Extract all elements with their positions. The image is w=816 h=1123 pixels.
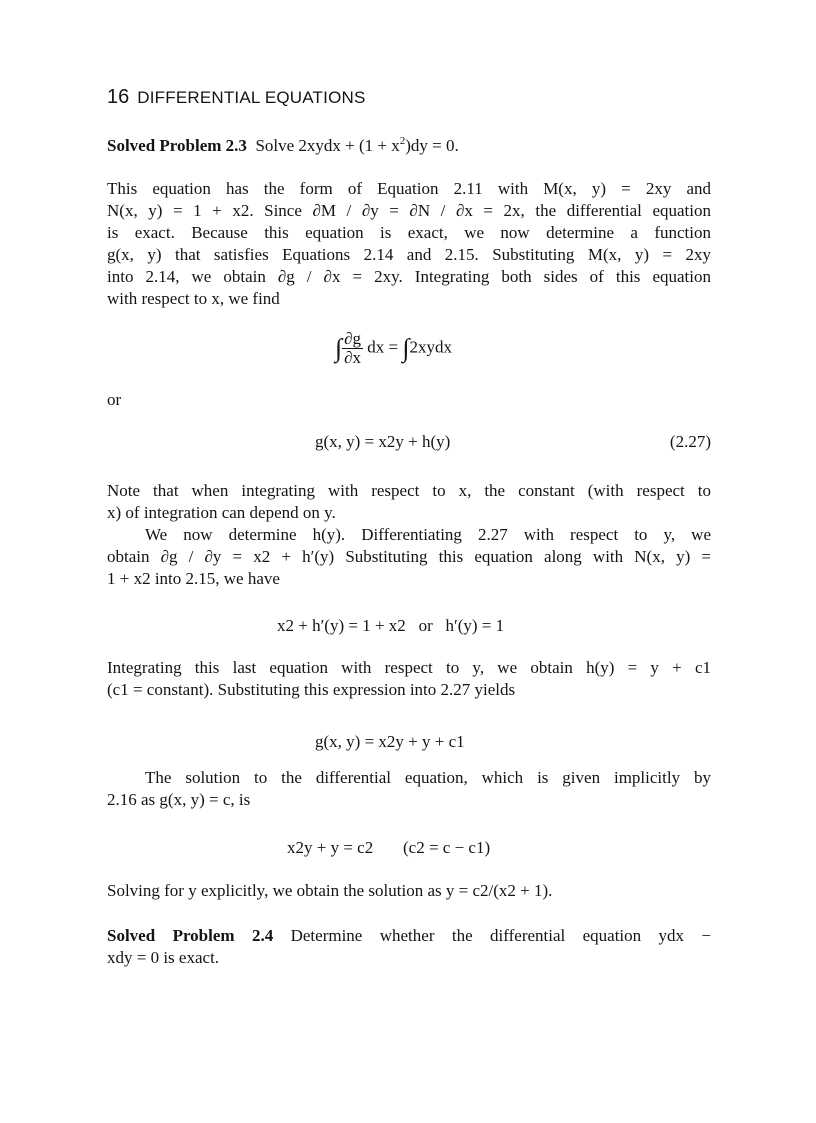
para1-line: g(x, y) that satisfies Equations 2.14 and 2.15. Substituting M(x, y) = 2xy — [107, 245, 711, 264]
equation-h-prime: x2 + h′(y) = 1 + x2 or h′(y) = 1 — [277, 616, 505, 635]
or-text: or — [107, 390, 122, 409]
problem-2-4-label: Solved Problem 2.4 — [107, 926, 274, 945]
equation-solution: x2y + y = c2 (c2 = c − c1) — [287, 838, 491, 857]
para5-line: The solution to the differential equation, which is given implicitly by — [145, 768, 711, 787]
para2-line: Note that when integrating with respect to x, the constant (with respect to — [107, 481, 711, 500]
page-number: 16 — [107, 86, 130, 108]
para1-line: This equation has the form of Equation 2.11 with M(x, y) = 2xy and — [107, 179, 711, 198]
para1-line: into 2.14, we obtain ∂g / ∂x = 2xy. Integrating both sides of this equation — [107, 267, 711, 286]
para1-line: N(x, y) = 1 + x2. Since ∂M / ∂y = ∂N / ∂x = 2x, the differential equation — [107, 201, 711, 220]
para4-line: Integrating this last equation with respect to y, we obtain h(y) = y + c1 — [107, 658, 711, 677]
problem-2-3-label: Solved Problem 2.3 — [107, 136, 247, 155]
para5-line: 2.16 as g(x, y) = c, is — [107, 790, 251, 809]
para4-line: (c1 = constant). Substituting this expression into 2.27 yields — [107, 680, 516, 699]
para3-line: obtain ∂g / ∂y = x2 + h′(y) Substituting this equation along with N(x, y) = — [107, 547, 711, 566]
paragraph-4 — [107, 657, 711, 701]
equation-g-result: g(x, y) = x2y + y + c1 — [315, 732, 465, 751]
equation-integral: ∫ $\frac{\partial g}{\partial x}$ dx = ∫2xydx — [335, 329, 452, 367]
paragraph-6: Solving for y explicitly, we obtain the solution as y = c2/(x2 + 1). — [107, 881, 553, 900]
para3-line: 1 + x2 into 2.15, we have — [107, 569, 280, 588]
para1-line: is exact. Because this equation is exact, we now determine a function — [107, 223, 711, 242]
paragraph-1 — [107, 178, 711, 310]
problem-2-4-statement: Solved Problem 2.4 Determine whether the differential equation ydx − xdy = 0 is exact. — [107, 926, 712, 967]
equation-2-27: g(x, y) = x2y + h(y) — [315, 432, 451, 451]
problem-2-3-statement — [107, 135, 711, 157]
paragraph-5 — [107, 767, 711, 811]
para2-line: x) of integration can depend on y. — [107, 503, 336, 522]
para1-line: with respect to x, we find — [107, 289, 280, 308]
running-head — [107, 86, 366, 109]
para3-line: We now determine h(y). Differentiating 2.27 with respect to y, we — [145, 525, 711, 544]
problem-2-4-line: xdy = 0 is exact. — [107, 948, 220, 967]
paragraph-3 — [107, 524, 711, 590]
equation-number-2-27: (2.27) — [669, 432, 711, 451]
paragraph-2 — [107, 480, 711, 524]
problem-2-3-equation: Solve 2xydx + $(1 + x^2)dy = 0$. — [255, 135, 459, 155]
chapter-title: DIFFERENTIAL EQUATIONS — [137, 88, 366, 107]
